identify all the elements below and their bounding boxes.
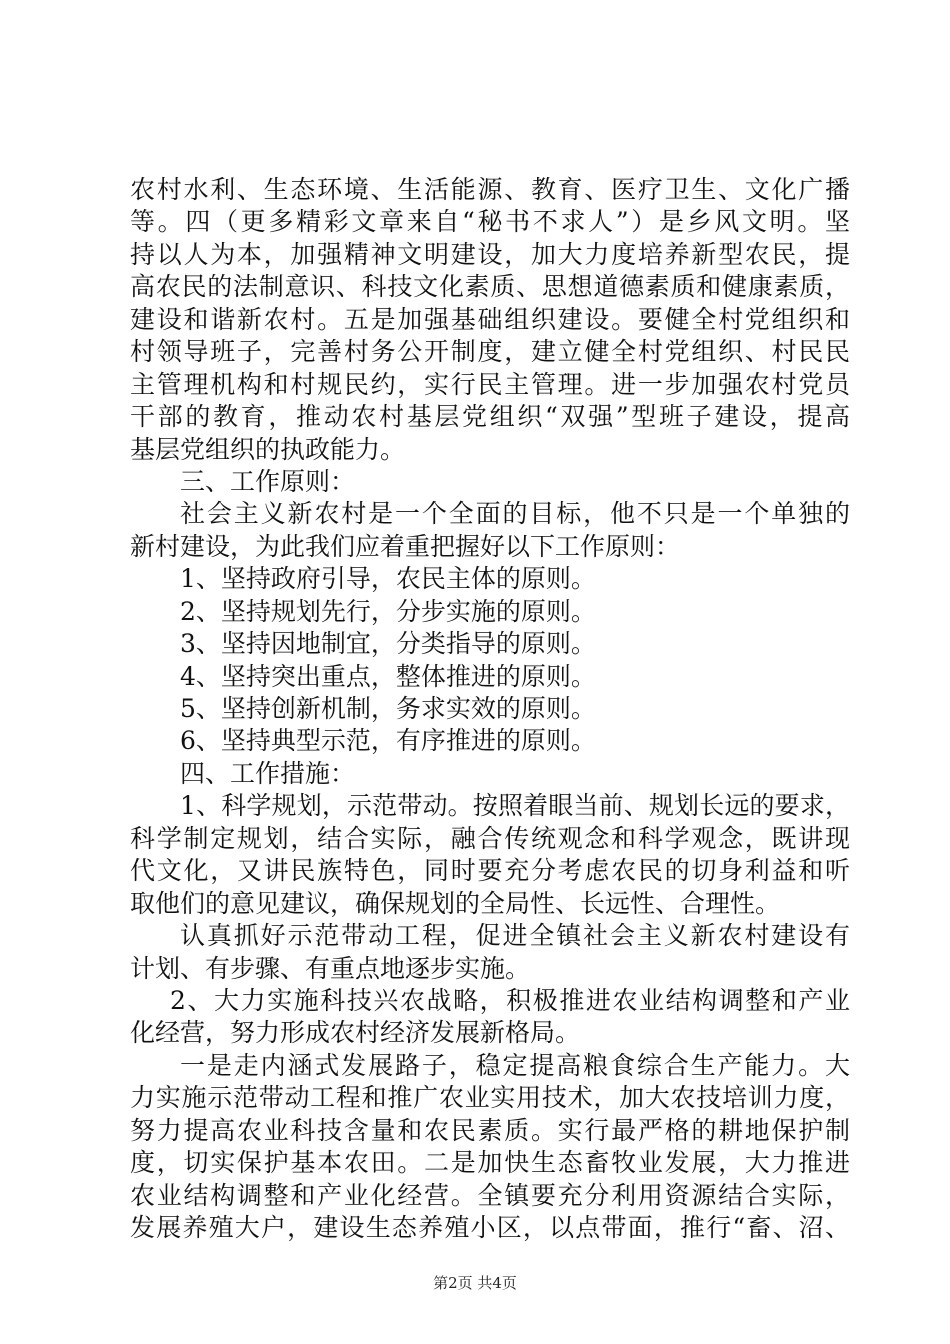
text-line: 取他们的意见建议，确保规划的全局性、长远性、合理性。 [130,888,781,918]
text-line: 农村水利、生态环境、生活能源、教育、医疗卫生、文化广播 [130,175,850,204]
list-item: 3、坚持因地制宜，分类指导的原则。 [180,629,596,659]
text-line: 代文化，又讲民族特色，同时要充分考虑农民的切身利益和听 [130,856,850,886]
text-line: 科学制定规划，结合实际，融合传统观念和科学观念，既讲现 [130,823,850,853]
list-item: 2、坚持规划先行，分步实施的原则。 [180,596,596,626]
text-line: 认真抓好示范带动工程，促进全镇社会主义新农村建设有 [180,921,850,951]
list-item: 4、坚持突出重点，整体推进的原则。 [180,661,596,691]
text-line: 农业结构调整和产业化经营。全镇要充分利用资源结合实际， [130,1180,850,1210]
body-text [130,174,850,1244]
text-line: 持以人为本，加强精神文明建设，加大力度培养新型农民，提 [130,239,850,269]
text-line: 社会主义新农村是一个全面的目标，他不只是一个单独的 [180,499,850,529]
text-line: 新村建设，为此我们应着重把握好以下工作原则： [130,531,681,561]
text-line: 努力提高农业科技含量和农民素质。实行最严格的耕地保护制 [130,1115,850,1145]
text-line: 1、科学规划，示范带动。按照着眼当前、规划长远的要求， [180,791,850,821]
section-heading: 三、工作原则： [180,466,356,496]
text-line: 主管理机构和村规民约，实行民主管理。进一步加强农村党员 [130,369,850,399]
text-line: 建设和谐新农村。五是加强基础组织建设。要健全村党组织和 [130,304,850,334]
text-line: 干部的教育，推动农村基层党组织“双强”型班子建设，提高 [130,402,850,432]
text-line: 村领导班子，完善村务公开制度，建立健全村党组织、村民民 [130,337,850,367]
text-line: 计划、有步骤、有重点地逐步实施。 [130,953,531,983]
section-heading: 四、工作措施： [180,758,356,788]
text-line: 等。四（更多精彩文章来自“秘书不求人”）是乡风文明。坚 [130,207,850,237]
text-line: 化经营，努力形成农村经济发展新格局。 [130,1018,581,1048]
text-line: 发展养殖大户，建设生态养殖小区，以点带面，推行“畜、沼、 [130,1213,850,1242]
text-line: 高农民的法制意识、科技文化素质、思想道德素质和健康素质， [130,272,850,302]
text-line: 力实施示范带动工程和推广农业实用技术，加大农技培训力度， [130,1083,850,1113]
list-item: 6、坚持典型示范，有序推进的原则。 [180,726,596,756]
text-line: 一是走内涵式发展路子，稳定提高粮食综合生产能力。大 [180,1050,850,1080]
text-line: 基层党组织的执政能力。 [130,434,406,464]
list-item: 1、坚持政府引导，农民主体的原则。 [180,564,596,594]
list-item: 5、坚持创新机制，务求实效的原则。 [180,694,596,723]
text-line: 度，切实保护基本农田。二是加快生态畜牧业发展，大力推进 [130,1148,850,1178]
text-line: 2、大力实施科技兴农战略，积极推进农业结构调整和产业 [170,985,850,1015]
page-number-footer: 第2页 共4页 [433,1274,517,1292]
